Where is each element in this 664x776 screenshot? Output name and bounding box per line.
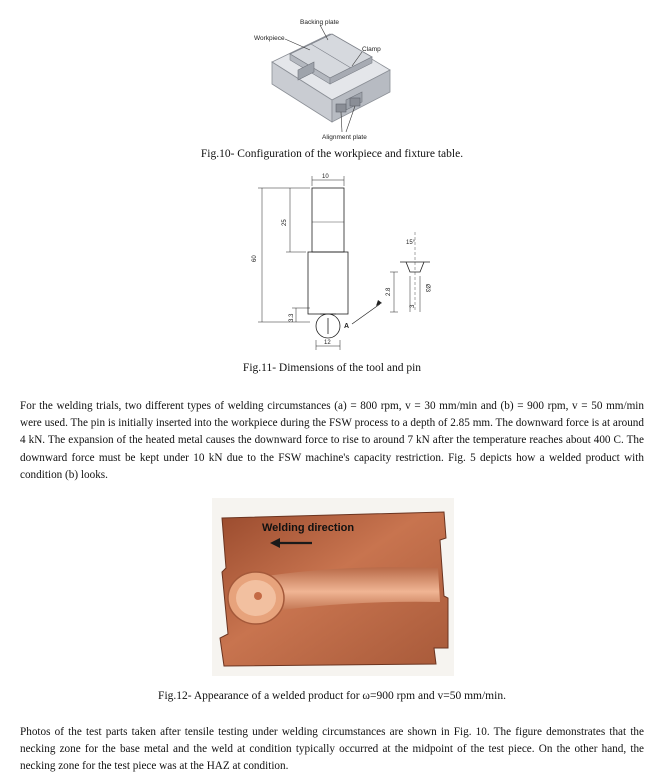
figure-12-welded-product-photo <box>212 498 454 676</box>
label-alignment-plate: Alignment plate <box>322 134 367 141</box>
detail-label-a: A <box>344 323 350 330</box>
figure-10-fixture-diagram <box>250 12 420 148</box>
figure-10-caption: Fig.10- Configuration of the workpiece and fixture table. <box>200 148 464 160</box>
body-paragraph-1: For the welding trials, two different types of welding circumstances (a) = 800 rpm, v = 30 mm/min and (b) = 900 rpm, v = 50 mm/min were used. The pin is initially inserted into the workpiece during the FSW process to a depth of 2.85 mm. The downward force is at around 4 kN. The expansion of the heated metal causes the downward force to rise to around 7 kN after the temperature reaches about 400 C. The downward force must be kept under 10 kN due to the FSW machine's capacity restriction. Fig. 5 depicts how a welded product with condition (b) looks. <box>20 400 644 481</box>
label-clamp: Clamp <box>362 46 381 53</box>
figure-11-caption: Fig.11- Dimensions of the tool and pin <box>242 362 422 374</box>
label-workpiece: Workpiece <box>254 35 285 42</box>
dim-pin-diameter: Ø3 <box>424 284 430 293</box>
figure-11-tool-drawing <box>240 172 450 354</box>
dim-pin-length: 3 <box>410 304 416 308</box>
dim-lower: 3.3 <box>289 313 295 322</box>
dim-pin-height: 2.8 <box>386 287 392 296</box>
dim-bottom-width: 12 <box>324 340 331 346</box>
dim-upper: 25 <box>282 219 288 226</box>
dim-total-length: 60 <box>252 255 258 262</box>
welding-direction-label: Welding direction <box>262 522 355 534</box>
figure-12-caption: Fig.12- Appearance of a welded product for ω=900 rpm and v=50 mm/min. <box>158 690 506 702</box>
dim-top-width: 10 <box>322 174 329 180</box>
dim-angle: 15° <box>406 240 416 246</box>
label-backing-plate: Backing plate <box>300 19 340 26</box>
body-paragraph-2: Photos of the test parts taken after tensile testing under welding circumstances are shown in Fig. 10. The figure demonstrates that the necking zone for the base metal and the weld at condition typically occurred at the midpoint of the test piece. On the other hand, the necking zone for the test piece was at the HAZ at condition. <box>20 726 644 773</box>
